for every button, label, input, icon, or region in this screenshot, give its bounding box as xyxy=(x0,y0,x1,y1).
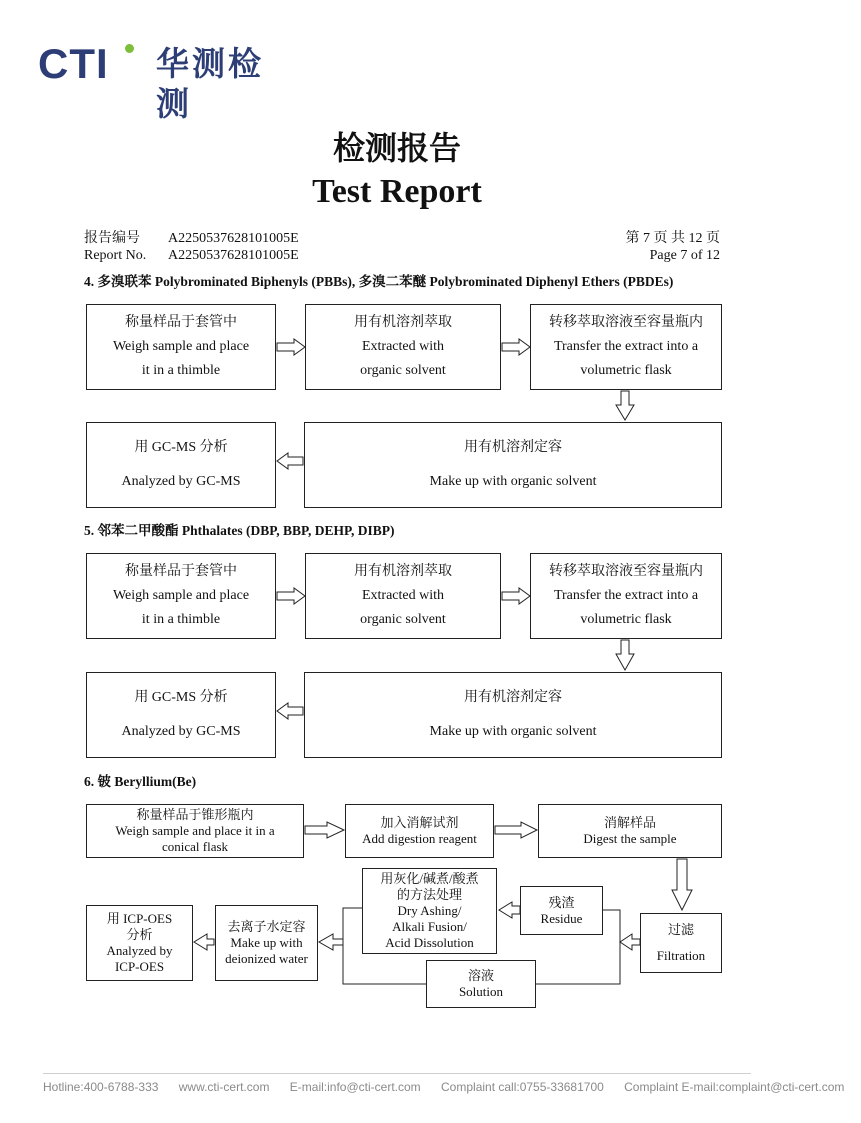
s6-icp-en1: Analyzed by xyxy=(106,943,173,958)
section-5-heading: 5. 邻苯二甲酸酯 Phthalates (DBP, BBP, DEHP, DIBP) xyxy=(84,523,395,538)
s6-icp-cn2: 分析 xyxy=(126,927,153,942)
s6-arrow-1-icon xyxy=(305,822,344,838)
footer-hotline: Hotline:400-6788-333 xyxy=(43,1080,159,1094)
s5-makeup-en: Make up with organic solvent xyxy=(429,724,597,739)
s4-arrow-down-icon xyxy=(616,391,634,420)
s6-filtration-en: Filtration xyxy=(656,948,706,963)
s6-weigh-en1: Weigh sample and place it in a xyxy=(115,823,275,838)
s6-arrow-down-icon xyxy=(672,859,692,910)
s6-residue-cn: 残渣 xyxy=(548,894,575,910)
s4-weigh-cn: 称量样品于套管中 xyxy=(125,315,237,330)
s6-arrow-filter-left-icon xyxy=(620,934,640,950)
s6-weigh-en2: conical flask xyxy=(161,839,229,854)
s5-extract-en2: organic solvent xyxy=(360,612,446,627)
s4-weigh-en2: it in a thimble xyxy=(141,363,221,378)
s5-transfer-en1: Transfer the extract into a xyxy=(553,588,699,603)
footer xyxy=(43,1080,861,1094)
s5-extract-cn: 用有机溶剂萃取 xyxy=(354,564,452,579)
s6-digest-cn: 消解样品 xyxy=(603,815,656,830)
s5-arrow-down-icon xyxy=(616,640,634,670)
s6-arrow-icp-left-icon xyxy=(194,934,214,950)
s4-arrow-2-icon xyxy=(502,339,530,355)
s5-extract-en1: Extracted with xyxy=(361,588,445,603)
s6-ashing-cn1: 用灰化/碱煮/酸煮 xyxy=(380,871,479,886)
s5-transfer-cn: 转移萃取溶液至容量瓶内 xyxy=(549,564,703,579)
s6-water-en2: deionized water xyxy=(225,951,308,966)
s6-ashing-en2: Alkali Fusion/ xyxy=(392,919,467,934)
s4-extract-en2: organic solvent xyxy=(360,363,446,378)
s5-makeup-cn: 用有机溶剂定容 xyxy=(464,690,562,705)
s5-gcms-en: Analyzed by GC-MS xyxy=(121,724,241,739)
s4-transfer-cn: 转移萃取溶液至容量瓶内 xyxy=(549,315,703,330)
s4-gcms-en: Analyzed by GC-MS xyxy=(121,474,241,489)
s6-filtration-cn: 过滤 xyxy=(667,922,694,937)
s6-residue-en: Residue xyxy=(540,910,583,926)
s6-water-cn: 去离子水定容 xyxy=(227,919,306,934)
footer-divider xyxy=(43,1073,751,1074)
s6-solution-cn: 溶液 xyxy=(467,968,494,983)
s6-arrow-water-left-icon xyxy=(319,934,343,950)
s6-icp-en2: ICP-OES xyxy=(114,959,165,974)
s6-reagent-cn: 加入消解试剂 xyxy=(380,815,459,830)
footer-complaint-email[interactable]: Complaint E-mail:complaint@cti-cert.com xyxy=(624,1080,845,1094)
s4-extract-cn: 用有机溶剂萃取 xyxy=(354,315,452,330)
s4-weigh-en1: Weigh sample and place xyxy=(112,339,250,354)
s6-connector-filter-solution xyxy=(536,942,620,984)
s5-weigh-en1: Weigh sample and place xyxy=(112,588,250,603)
footer-email[interactable]: E-mail:info@cti-cert.com xyxy=(289,1080,421,1094)
section-4-heading: 4. 多溴联苯 Polybrominated Biphenyls (PBBs), 多溴二苯醚 Polybrominated Diphenyl Ethers (PBDEs) xyxy=(84,274,674,289)
footer-web[interactable]: www.cti-cert.com xyxy=(178,1080,270,1094)
s6-connector-ashing-left xyxy=(343,908,426,984)
s4-extract-en1: Extracted with xyxy=(361,339,445,354)
s6-arrow-residue-left-icon xyxy=(499,902,520,918)
report-no-en-label: Report No. xyxy=(84,248,147,263)
s5-arrow-1-icon xyxy=(277,588,305,604)
s5-gcms-cn: 用 GC-MS 分析 xyxy=(134,690,228,705)
s4-gcms-cn: 用 GC-MS 分析 xyxy=(134,440,228,455)
s6-water-en1: Make up with xyxy=(230,935,303,950)
report-no-cn-label: 报告编号 xyxy=(84,231,140,246)
s6-digest-en: Digest the sample xyxy=(583,831,677,846)
s4-makeup-en: Make up with organic solvent xyxy=(429,474,597,489)
logo-cn-name: 华测检测 xyxy=(156,44,264,123)
s5-arrow-2-icon xyxy=(502,588,530,604)
title-en: Test Report xyxy=(312,173,482,210)
s5-arrow-left-icon xyxy=(277,703,303,719)
s6-solution-en: Solution xyxy=(458,984,504,999)
s6-ashing-en3: Acid Dissolution xyxy=(385,935,474,950)
s5-weigh-en2: it in a thimble xyxy=(141,612,221,627)
s6-connector-filter-residue xyxy=(603,910,620,942)
s6-ashing-cn2: 的方法处理 xyxy=(396,887,462,902)
logo-brand: CTI xyxy=(38,40,109,87)
s6-icp-cn1: 用 ICP-OES xyxy=(106,911,173,926)
s6-arrow-2-icon xyxy=(495,822,537,838)
s5-transfer-en2: volumetric flask xyxy=(580,612,672,627)
page-cn: 第 7 页 共 12 页 xyxy=(625,231,720,246)
section-6-heading: 6. 铍 Beryllium(Be) xyxy=(84,774,197,789)
s4-transfer-en2: volumetric flask xyxy=(580,363,672,378)
footer-complaint-call: Complaint call:0755-33681700 xyxy=(441,1080,604,1094)
s4-makeup-cn: 用有机溶剂定容 xyxy=(464,440,562,455)
s6-reagent-en: Add digestion reagent xyxy=(362,831,477,846)
s4-transfer-en1: Transfer the extract into a xyxy=(553,339,699,354)
page-en: Page 7 of 12 xyxy=(649,248,720,263)
report-no-value-1: A2250537628101005E xyxy=(168,231,299,246)
s5-weigh-cn: 称量样品于套管中 xyxy=(125,564,237,579)
title-cn: 检测报告 xyxy=(332,129,461,167)
s4-arrow-left-icon xyxy=(277,453,303,469)
s6-weigh-cn: 称量样品于锥形瓶内 xyxy=(136,807,254,822)
report-no-value-2: A2250537628101005E xyxy=(168,248,299,263)
official-stamp xyxy=(778,488,798,638)
s6-ashing-en1: Dry Ashing/ xyxy=(397,903,462,918)
s4-arrow-1-icon xyxy=(277,339,305,355)
